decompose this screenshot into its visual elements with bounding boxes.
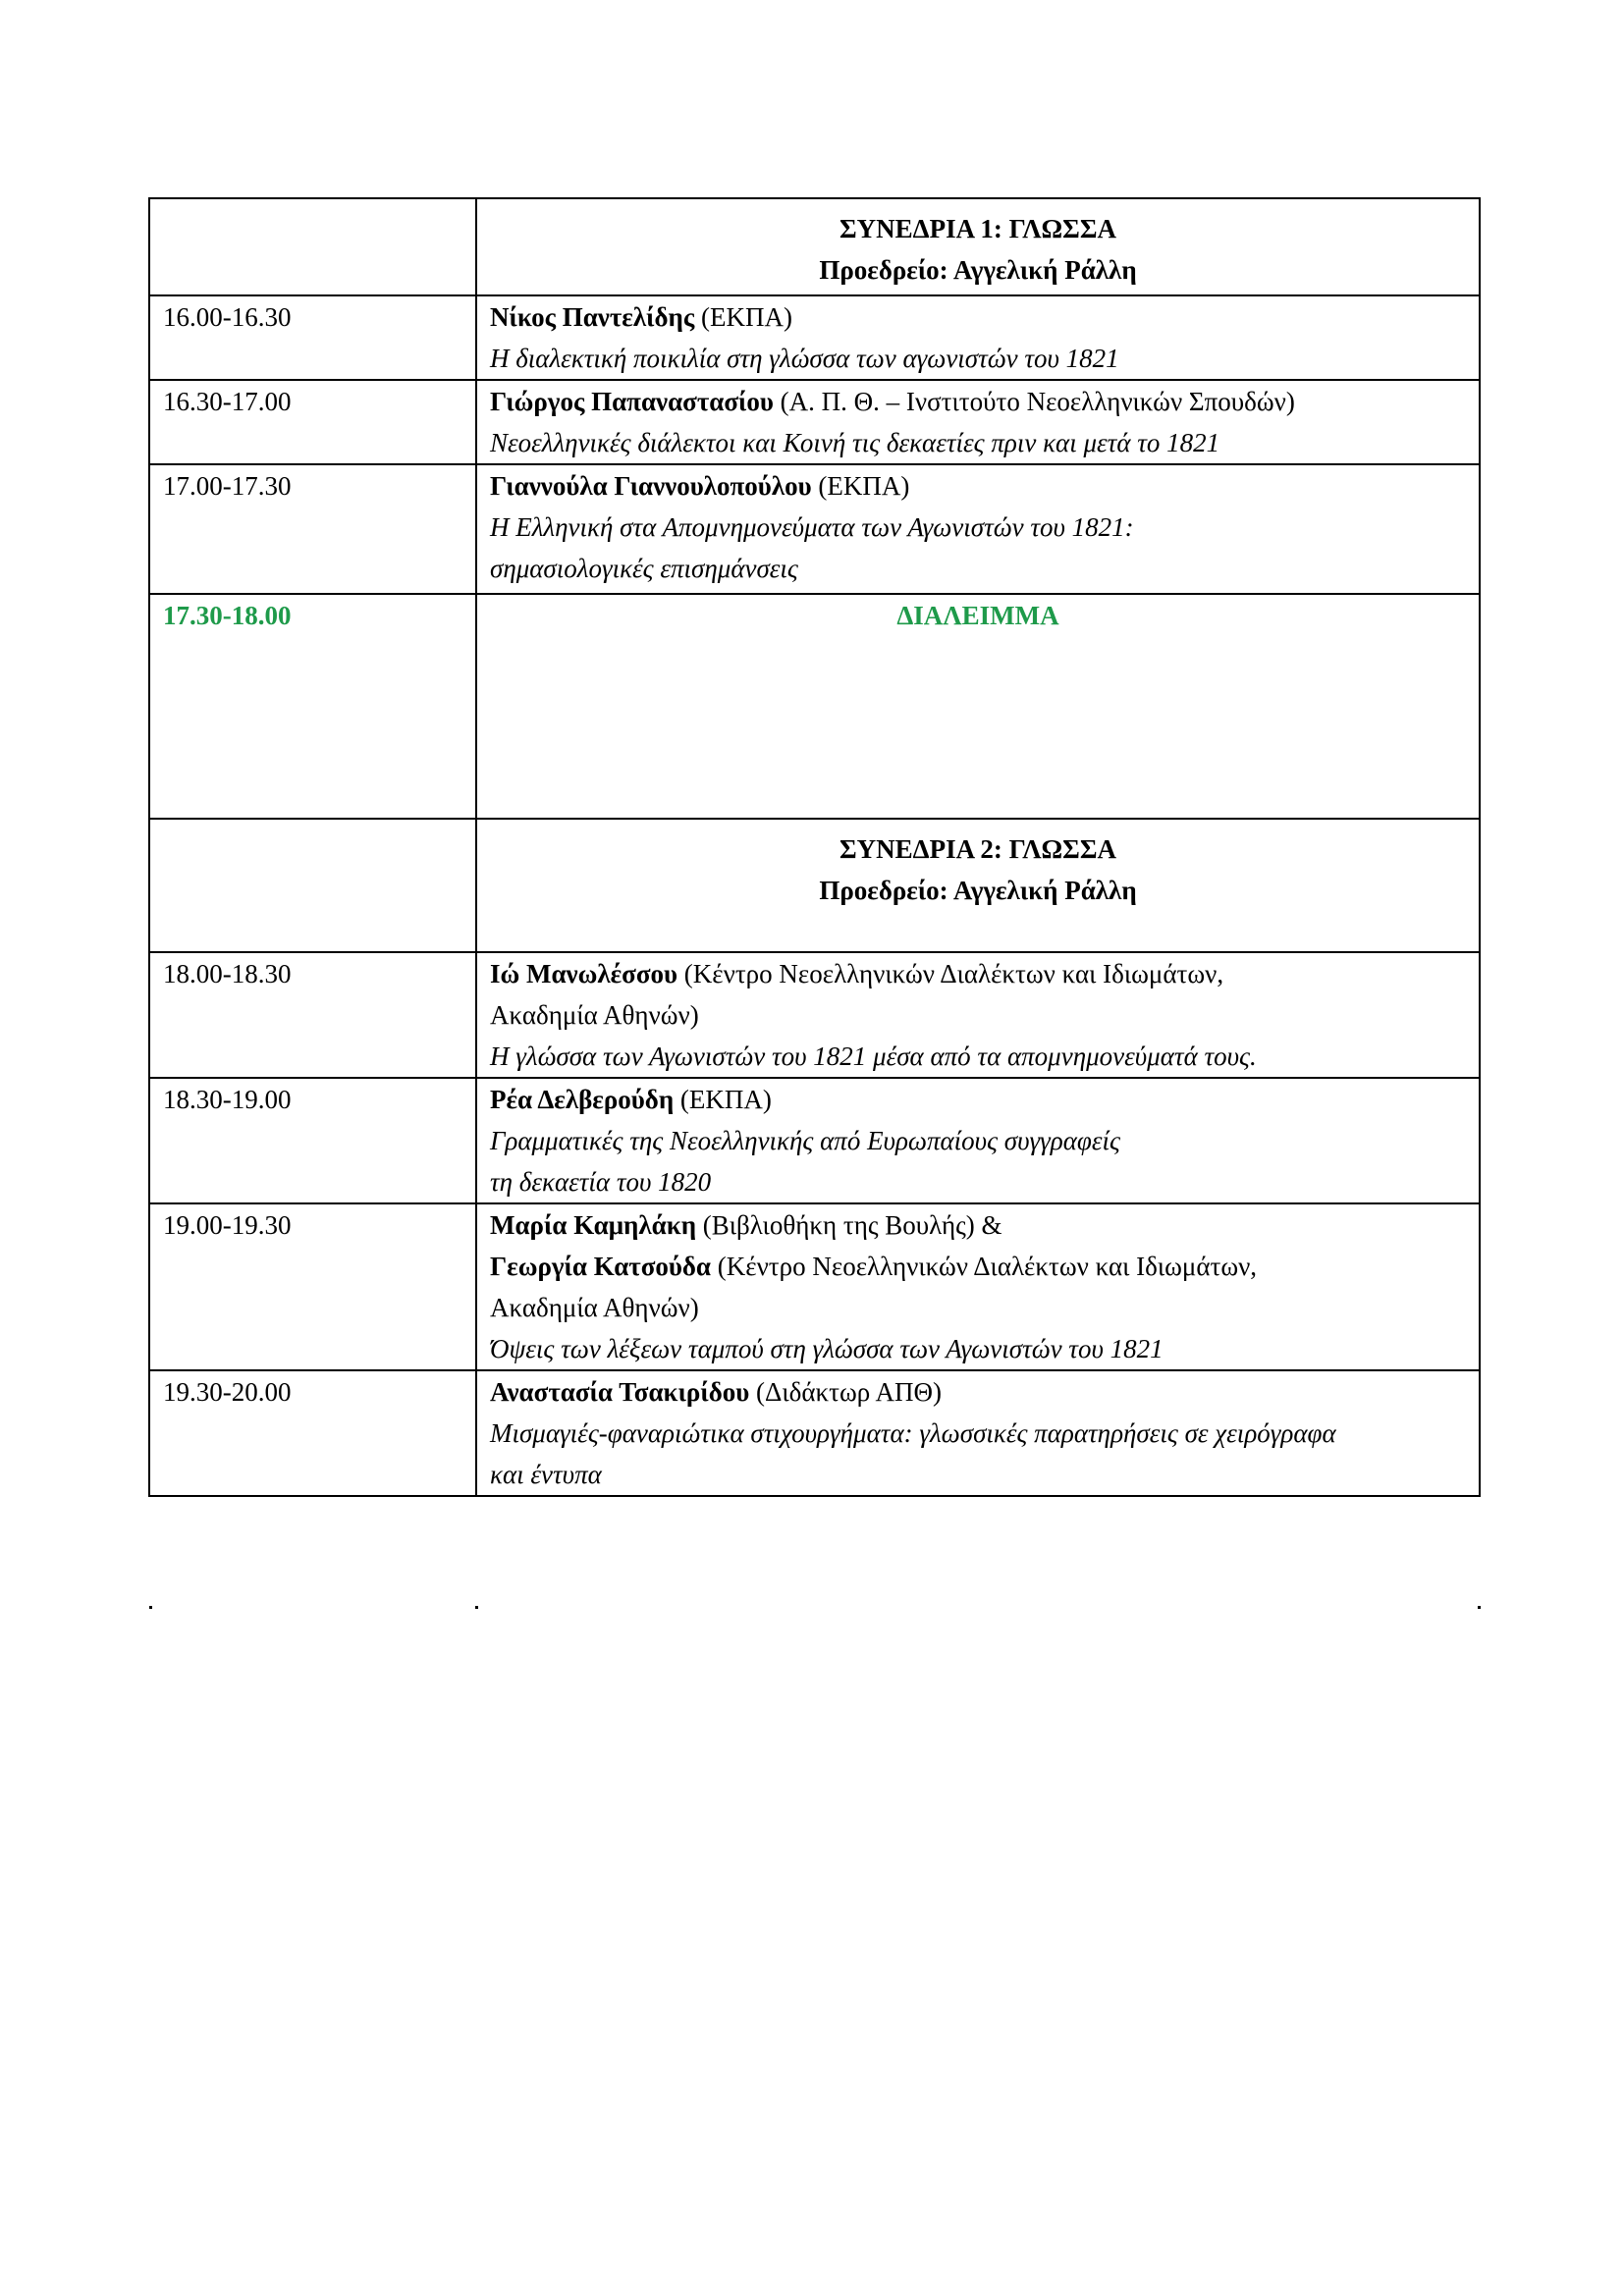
talk-cell (476, 1203, 1480, 1370)
session-2-heading (476, 819, 1480, 952)
speaker-affiliation: (Διδάκτωρ ΑΠΘ) (749, 1377, 942, 1407)
speaker-affiliation: Ακαδημία Αθηνών) (490, 1000, 699, 1030)
session-title: ΣΥΝΕΔΡΙΑ 1: ΓΛΩΣΣΑ (839, 214, 1116, 243)
divider-dot (1478, 1606, 1481, 1609)
time-slot: 17.00-17.30 (149, 464, 476, 594)
table-row (149, 1370, 1480, 1496)
session-chair: Προεδρείο: Αγγελική Ράλλη (819, 876, 1137, 905)
empty-cell (149, 819, 476, 952)
session-title: ΣΥΝΕΔΡΙΑ 2: ΓΛΩΣΣΑ (839, 834, 1116, 864)
talk-title: Νεοελληνικές διάλεκτοι και Κοινή τις δεκαετίες πριν και μετά το 1821 (490, 428, 1220, 457)
break-time: 17.30-18.00 (149, 594, 476, 819)
speaker-name: Γιαννούλα Γιαννουλοπούλου (490, 471, 812, 501)
session-1-heading (476, 198, 1480, 295)
speaker-affiliation: (ΕΚΠΑ) (694, 302, 792, 332)
time-slot: 16.30-17.00 (149, 380, 476, 464)
speaker-affiliation: (ΕΚΠΑ) (811, 471, 910, 501)
time-slot: 18.00-18.30 (149, 952, 476, 1078)
talk-cell (476, 1078, 1480, 1203)
divider-dot (475, 1606, 478, 1609)
divider-dot (149, 1606, 152, 1609)
speaker-affiliation: (Κέντρο Νεοελληνικών Διαλέκτων και Ιδιωμάτων, (677, 959, 1224, 988)
talk-title: σημασιολογικές επισημάνσεις (490, 554, 798, 583)
session-1-header (149, 198, 1480, 295)
talk-cell (476, 1370, 1480, 1496)
speaker-name: Αναστασία Τσακιρίδου (490, 1377, 750, 1407)
talk-title: και έντυπα (490, 1460, 602, 1489)
talk-cell (476, 464, 1480, 594)
speaker-affiliation: (ΕΚΠΑ) (674, 1085, 772, 1114)
talk-title: Η γλώσσα των Αγωνιστών του 1821 μέσα από τα απομνημονεύματά τους. (490, 1041, 1257, 1071)
talk-title: Γραμματικές της Νεοελληνικής από Ευρωπαίους συγγραφείς (490, 1126, 1120, 1155)
speaker-name: Γεωργία Κατσούδα (490, 1252, 712, 1281)
speaker-name: Γιώργος Παπαναστασίου (490, 387, 774, 416)
speaker-name: Μαρία Καμηλάκη (490, 1210, 697, 1240)
speaker-affiliation: Ακαδημία Αθηνών) (490, 1293, 699, 1322)
time-slot: 19.00-19.30 (149, 1203, 476, 1370)
table-row (149, 464, 1480, 594)
speaker-name: Νίκος Παντελίδης (490, 302, 695, 332)
speaker-name: Ρέα Δελβερούδη (490, 1085, 675, 1114)
time-slot: 19.30-20.00 (149, 1370, 476, 1496)
talk-title: Η Ελληνική στα Απομνημονεύματα των Αγωνιστών του 1821: (490, 512, 1134, 542)
speaker-affiliation: (Α. Π. Θ. – Ινστιτούτο Νεοελληνικών Σπουδών) (773, 387, 1295, 416)
table-row (149, 952, 1480, 1078)
table-row (149, 380, 1480, 464)
program-table (148, 197, 1481, 1497)
break-label: ΔΙΑΛΕΙΜΜΑ (476, 594, 1480, 819)
speaker-name: Ιώ Μανωλέσσου (490, 959, 678, 988)
table-row (149, 1078, 1480, 1203)
session-chair: Προεδρείο: Αγγελική Ράλλη (819, 255, 1137, 285)
table-row (149, 1203, 1480, 1370)
time-slot: 18.30-19.00 (149, 1078, 476, 1203)
break-row (149, 594, 1480, 819)
speaker-affiliation: (Κέντρο Νεοελληνικών Διαλέκτων και Ιδιωμάτων, (711, 1252, 1258, 1281)
empty-cell (149, 198, 476, 295)
talk-title: Η διαλεκτική ποικιλία στη γλώσσα των αγωνιστών του 1821 (490, 344, 1119, 373)
talk-cell (476, 952, 1480, 1078)
speaker-affiliation: (Βιβλιοθήκη της Βουλής) & (696, 1210, 1002, 1240)
talk-title: τη δεκαετία του 1820 (490, 1167, 712, 1197)
time-slot: 16.00-16.30 (149, 295, 476, 380)
talk-title: Μισμαγιές-φαναριώτικα στιχουργήματα: γλωσσικές παρατηρήσεις σε χειρόγραφα (490, 1418, 1336, 1448)
session-2-header (149, 819, 1480, 952)
table-row (149, 295, 1480, 380)
talk-cell (476, 380, 1480, 464)
talk-title: Όψεις των λέξεων ταμπού στη γλώσσα των Αγωνιστών του 1821 (490, 1334, 1164, 1363)
talk-cell (476, 295, 1480, 380)
